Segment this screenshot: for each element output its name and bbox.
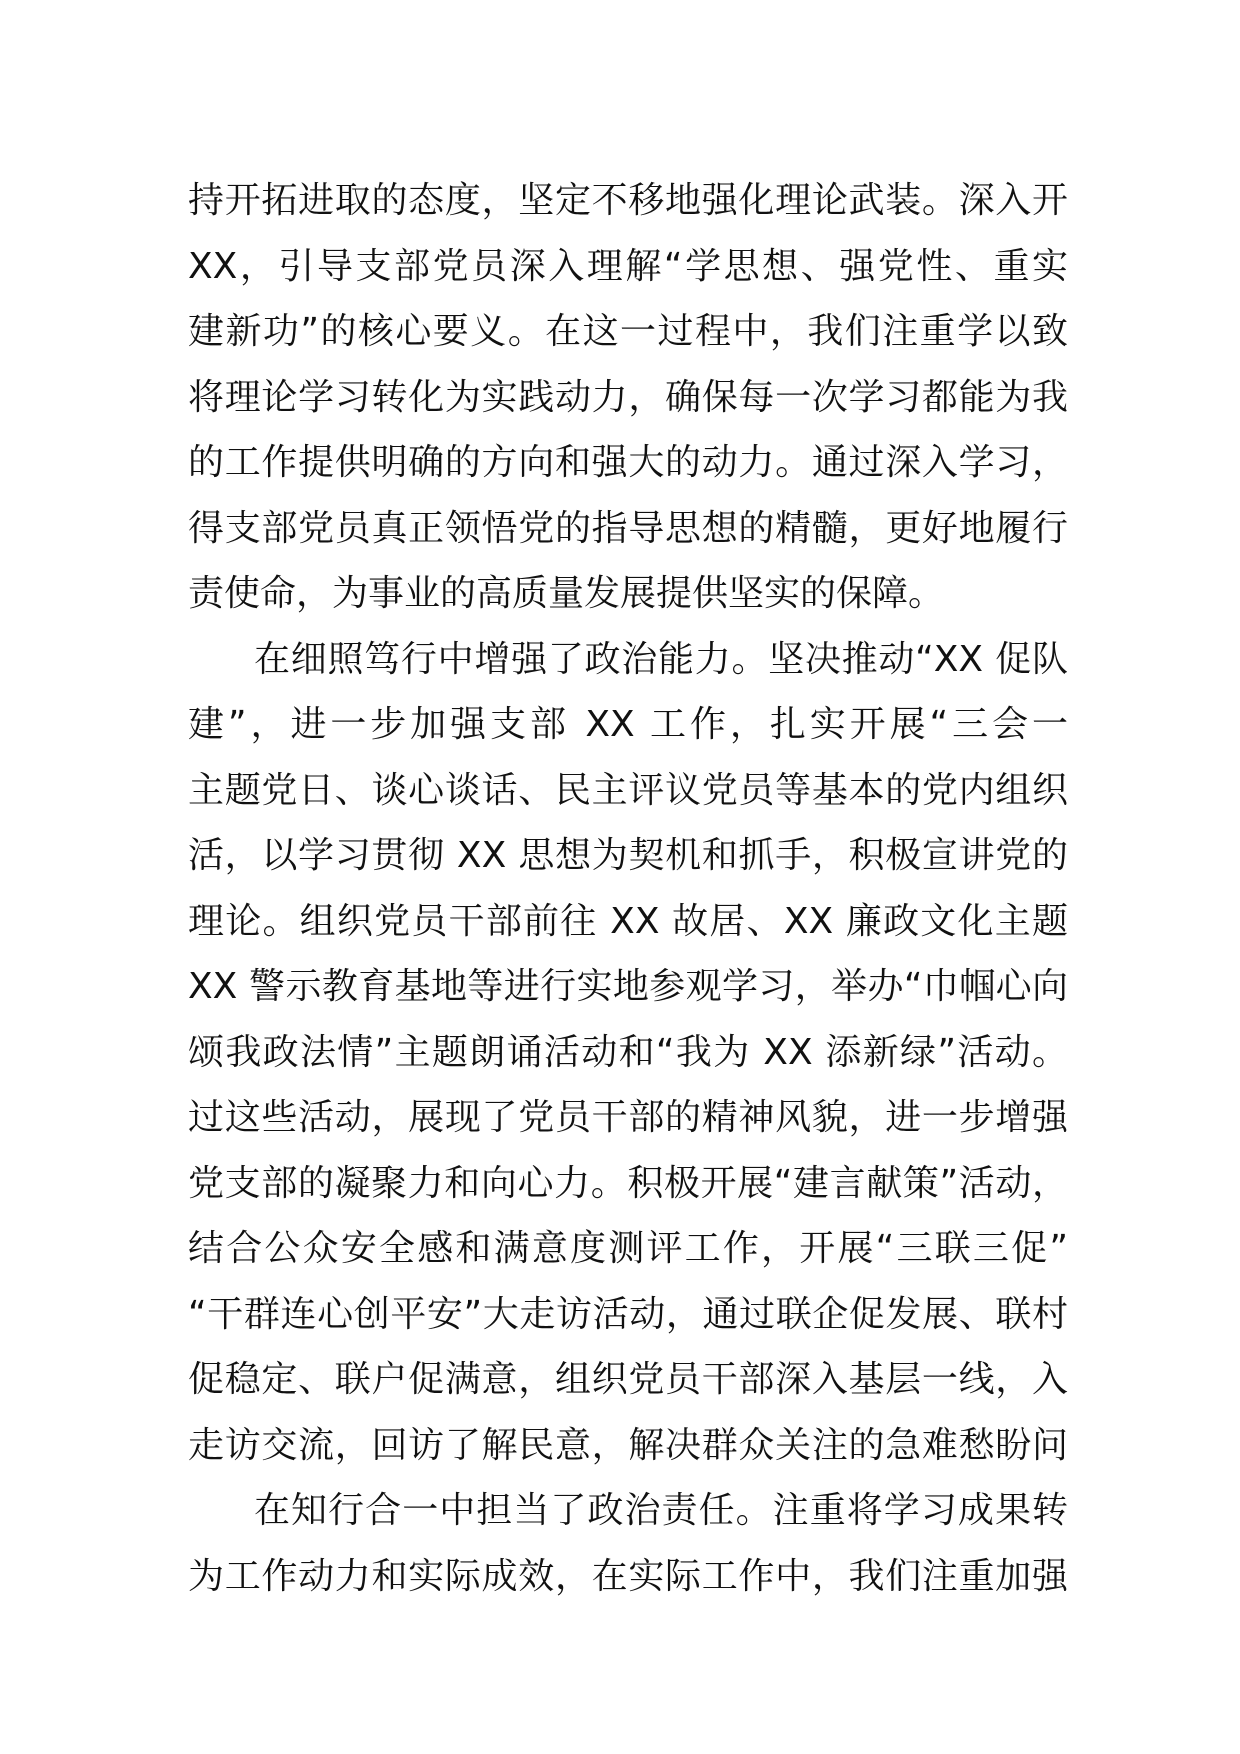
text-line: 建新功”的核心要义。在这一过程中，我们注重学以致 xyxy=(188,311,1068,352)
text-line: “干群连心创平安”大走访活动，通过联企促发展、联村 xyxy=(188,1293,1068,1335)
text-line: 为工作动力和实际成效，在实际工作中，我们注重加强 xyxy=(188,1555,1068,1597)
text-line: XX 警示教育基地等进行实地参观学习，举办“巾帼心向 xyxy=(188,966,1068,1007)
text-line: 走访交流，回访了解民意，解决群众关注的急难愁盼问 xyxy=(188,1424,1068,1466)
text-line: 得支部党员真正领悟党的指导思想的精髓，更好地履行 xyxy=(188,507,1068,549)
paragraph-first-line: 在细照笃行中增强了政治能力。坚决推动“XX 促队 xyxy=(254,638,1068,680)
text-line: 建”，进一步加强支部 XX 工作，扎实开展“三会一 xyxy=(188,704,1068,745)
text-line: 主题党日、谈心谈话、民主评议党员等基本的党内组织 xyxy=(188,769,1068,811)
paragraph-first-line: 在知行合一中担当了政治责任。注重将学习成果转 xyxy=(254,1490,1068,1531)
text-line: 党支部的凝聚力和向心力。积极开展“建言献策”活动， xyxy=(188,1162,1068,1204)
text-line: 过这些活动，展现了党员干部的精神风貌，进一步增强 xyxy=(188,1097,1068,1138)
text-line: 颂我政法情”主题朗诵活动和“我为 XX 添新绿”活动。 xyxy=(188,1031,1068,1073)
text-line: 责使命，为事业的高质量发展提供坚实的保障。 xyxy=(188,573,945,614)
text-line: 理论。组织党员干部前往 XX 故居、XX 廉政文化主题 xyxy=(188,900,1068,942)
text-line: 活，以学习贯彻 XX 思想为契机和抓手，积极宣讲党的 xyxy=(188,835,1068,876)
text-line: 的工作提供明确的方向和强大的动力。通过深入学习， xyxy=(188,442,1068,483)
text-line: 持开拓进取的态度，坚定不移地强化理论武装。深入开 xyxy=(188,180,1068,221)
text-line: 结合公众安全感和满意度测评工作，开展“三联三促” xyxy=(188,1228,1068,1269)
text-line: 将理论学习转化为实践动力，确保每一次学习都能为我 xyxy=(188,376,1068,418)
text-line: 促稳定、联户促满意，组织党员干部深入基层一线，入 xyxy=(188,1359,1068,1400)
document-body xyxy=(188,168,1068,1609)
text-line: XX，引导支部党员深入理解“学思想、强党性、重实 xyxy=(188,245,1068,287)
